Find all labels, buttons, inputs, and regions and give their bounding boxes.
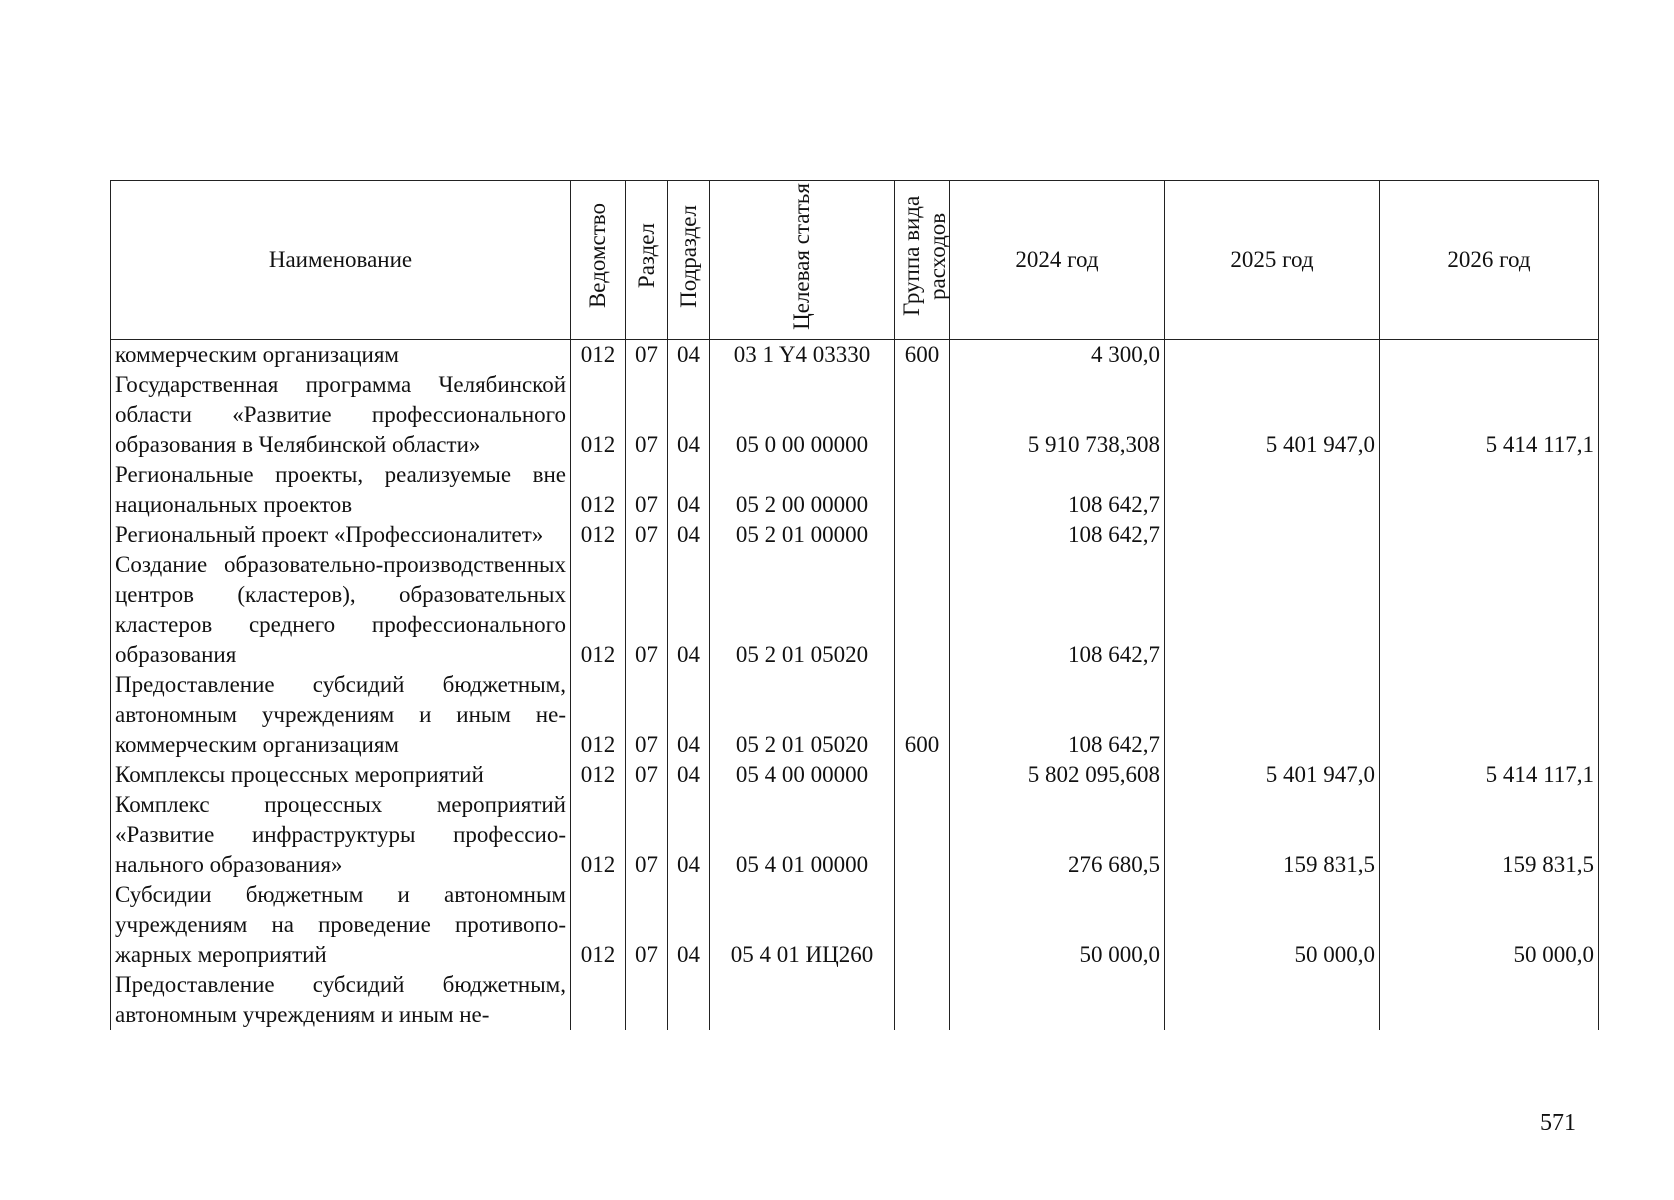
cell-vedomstvo: 012	[571, 550, 626, 670]
cell-tselevaya-statya: 05 2 00 00000	[710, 460, 895, 520]
cell-name: Создание образовательно-производственных центров (кластеров), образовательных кластеров среднего профессионального образования	[111, 550, 571, 670]
table-row	[111, 520, 1599, 550]
cell-razdel: 07	[626, 550, 668, 670]
table-row	[111, 370, 1599, 460]
cell-podrazdel: 04	[668, 760, 710, 790]
table-body	[111, 340, 1599, 1031]
table-row	[111, 760, 1599, 790]
cell-vedomstvo: 012	[571, 370, 626, 460]
cell-name: коммерческим организациям	[111, 340, 571, 371]
cell-gruppa-vida-raskhodov	[895, 460, 950, 520]
cell-2026: 5 414 117,1	[1380, 760, 1599, 790]
cell-2025: 50 000,0	[1165, 880, 1380, 970]
cell-2026: 5 414 117,1	[1380, 370, 1599, 460]
table-row	[111, 460, 1599, 520]
cell-2024	[950, 970, 1165, 1030]
cell-name: Комплексы процессных мероприятий	[111, 760, 571, 790]
cell-2024: 108 642,7	[950, 520, 1165, 550]
cell-tselevaya-statya: 05 2 01 05020	[710, 670, 895, 760]
cell-podrazdel: 04	[668, 340, 710, 371]
cell-tselevaya-statya: 05 2 01 05020	[710, 550, 895, 670]
cell-razdel: 07	[626, 370, 668, 460]
cell-name: Предоставление субсидий бюджетным, автономным учреждениям и иным некоммерческим организациям	[111, 670, 571, 760]
cell-2024: 4 300,0	[950, 340, 1165, 371]
table-row	[111, 670, 1599, 760]
cell-razdel: 07	[626, 670, 668, 760]
cell-2026	[1380, 970, 1599, 1030]
cell-name: Региональный проект «Профессионалитет»	[111, 520, 571, 550]
cell-2024: 108 642,7	[950, 670, 1165, 760]
cell-2025: 159 831,5	[1165, 790, 1380, 880]
cell-razdel: 07	[626, 340, 668, 371]
header-razdel: Раздел	[626, 181, 668, 340]
cell-2026	[1380, 460, 1599, 520]
cell-razdel: 07	[626, 880, 668, 970]
table-row	[111, 340, 1599, 371]
cell-gruppa-vida-raskhodov: 600	[895, 340, 950, 371]
cell-2026: 50 000,0	[1380, 880, 1599, 970]
cell-gruppa-vida-raskhodov	[895, 760, 950, 790]
cell-tselevaya-statya: 05 2 01 00000	[710, 520, 895, 550]
cell-2026	[1380, 340, 1599, 371]
cell-name: Субсидии бюджетным и автономным учреждениям на проведение противопожарных мероприятий	[111, 880, 571, 970]
table-header-row	[111, 181, 1599, 340]
cell-vedomstvo: 012	[571, 340, 626, 371]
cell-vedomstvo: 012	[571, 460, 626, 520]
cell-2024: 5 910 738,308	[950, 370, 1165, 460]
header-vedomstvo: Ведомство	[571, 181, 626, 340]
cell-2025	[1165, 970, 1380, 1030]
cell-tselevaya-statya: 05 0 00 00000	[710, 370, 895, 460]
cell-vedomstvo: 012	[571, 670, 626, 760]
cell-vedomstvo	[571, 970, 626, 1030]
header-gruppa-vida-raskhodov: Группа вида расходов	[895, 181, 950, 340]
cell-tselevaya-statya	[710, 970, 895, 1030]
budget-table	[110, 180, 1599, 1030]
cell-2026: 159 831,5	[1380, 790, 1599, 880]
cell-gruppa-vida-raskhodov	[895, 550, 950, 670]
cell-2026	[1380, 520, 1599, 550]
cell-gruppa-vida-raskhodov: 600	[895, 670, 950, 760]
cell-2025: 5 401 947,0	[1165, 370, 1380, 460]
cell-name: Комплекс процессных мероприятий «Развитие инфраструктуры профессионального образования»	[111, 790, 571, 880]
cell-gruppa-vida-raskhodov	[895, 970, 950, 1030]
cell-razdel	[626, 970, 668, 1030]
cell-tselevaya-statya: 05 4 01 00000	[710, 790, 895, 880]
cell-2025	[1165, 460, 1380, 520]
cell-2024: 276 680,5	[950, 790, 1165, 880]
table-row	[111, 880, 1599, 970]
cell-podrazdel	[668, 970, 710, 1030]
cell-vedomstvo: 012	[571, 760, 626, 790]
header-tselevaya-statya: Целевая статья	[710, 181, 895, 340]
header-name: Наименование	[111, 181, 571, 340]
cell-2026	[1380, 550, 1599, 670]
table-row	[111, 550, 1599, 670]
cell-vedomstvo: 012	[571, 880, 626, 970]
cell-gruppa-vida-raskhodov	[895, 520, 950, 550]
cell-razdel: 07	[626, 460, 668, 520]
cell-2024: 108 642,7	[950, 460, 1165, 520]
cell-2025	[1165, 520, 1380, 550]
cell-podrazdel: 04	[668, 550, 710, 670]
cell-tselevaya-statya: 05 4 01 ИЦ260	[710, 880, 895, 970]
cell-podrazdel: 04	[668, 670, 710, 760]
cell-2024: 108 642,7	[950, 550, 1165, 670]
cell-name: Государственная программа Челябинской области «Развитие профессионального образования в Челябинской области»	[111, 370, 571, 460]
table-row	[111, 970, 1599, 1030]
cell-2024: 50 000,0	[950, 880, 1165, 970]
cell-razdel: 07	[626, 790, 668, 880]
cell-podrazdel: 04	[668, 520, 710, 550]
cell-2025: 5 401 947,0	[1165, 760, 1380, 790]
cell-razdel: 07	[626, 760, 668, 790]
header-2024: 2024 год	[950, 181, 1165, 340]
page-number: 571	[1540, 1110, 1576, 1136]
header-2026: 2026 год	[1380, 181, 1599, 340]
cell-2025	[1165, 340, 1380, 371]
cell-tselevaya-statya: 03 1 Y4 03330	[710, 340, 895, 371]
cell-2025	[1165, 670, 1380, 760]
cell-gruppa-vida-raskhodov	[895, 790, 950, 880]
cell-name: Региональные проекты, реализуемые вне национальных проектов	[111, 460, 571, 520]
cell-podrazdel: 04	[668, 370, 710, 460]
cell-podrazdel: 04	[668, 880, 710, 970]
cell-podrazdel: 04	[668, 790, 710, 880]
cell-tselevaya-statya: 05 4 00 00000	[710, 760, 895, 790]
cell-gruppa-vida-raskhodov	[895, 370, 950, 460]
header-podrazdel: Подраздел	[668, 181, 710, 340]
cell-vedomstvo: 012	[571, 520, 626, 550]
cell-razdel: 07	[626, 520, 668, 550]
cell-vedomstvo: 012	[571, 790, 626, 880]
cell-2024: 5 802 095,608	[950, 760, 1165, 790]
cell-podrazdel: 04	[668, 460, 710, 520]
header-2025: 2025 год	[1165, 181, 1380, 340]
cell-gruppa-vida-raskhodov	[895, 880, 950, 970]
cell-name: Предоставление субсидий бюджетным, автономным учреждениям и иным не-	[111, 970, 571, 1030]
cell-2025	[1165, 550, 1380, 670]
cell-2026	[1380, 670, 1599, 760]
table-row	[111, 790, 1599, 880]
